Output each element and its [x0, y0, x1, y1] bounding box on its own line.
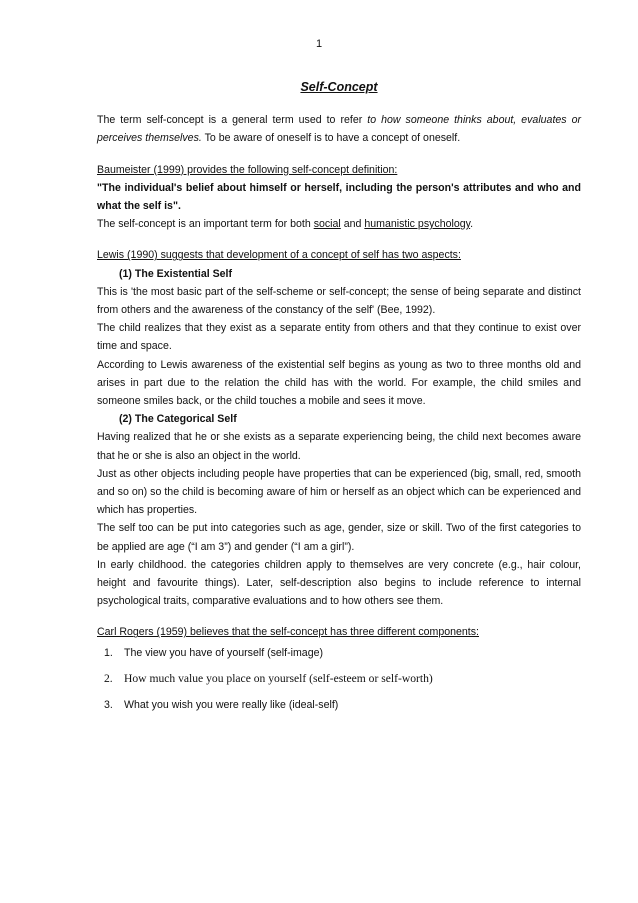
baumeister-quote: "The individual's belief about himself or herself, including the person's attributes and who and what the self is". — [97, 181, 581, 213]
rogers-heading: Carl Rogers (1959) believes that the self-concept has three different components: — [97, 626, 479, 639]
baumeister-heading: Baumeister (1999) provides the following self-concept definition: — [97, 163, 398, 176]
list-item — [97, 696, 581, 714]
list-item-number: 2. — [104, 671, 113, 685]
intro-text-a: The term self-concept is a general term used to refer — [97, 114, 368, 127]
list-item — [97, 644, 581, 662]
document-title: Self-Concept — [300, 80, 378, 94]
categorical-paragraph-4: In early childhood. the categories children apply to themselves are very concrete (e.g., hair colour, height and favourite things). Later, self-description also begins to include reference to internal psychological traits, comparative evaluations and to how others see them. — [97, 558, 581, 608]
existential-paragraph-1: This is 'the most basic part of the self-scheme or self-concept; the sense of being separate and distinct from others and the awareness of the constancy of the self' (Bee, 1992). — [97, 285, 581, 317]
list-item-text: The view you have of yourself (self-image) — [124, 646, 324, 659]
existential-paragraph-2: The child realizes that they exist as a separate entity from others and that they continue to exist over time and space. — [97, 322, 581, 353]
intro-text-italic: to how someone thinks about, evaluates or perceives themselves. — [97, 114, 582, 145]
intro-paragraph — [97, 111, 581, 147]
social-psychology-link[interactable]: social — [313, 218, 341, 231]
categorical-self-heading: (2) The Categorical Self — [119, 413, 237, 426]
existential-self-heading: (1) The Existential Self — [119, 267, 233, 280]
term-text-end: . — [470, 218, 474, 231]
list-item-text: How much value you place on yourself (self-esteem or self-worth) — [124, 671, 433, 685]
rogers-components-list — [97, 644, 581, 715]
intro-text-b: To be aware of oneself is to have a concept of oneself. — [201, 132, 461, 145]
categorical-paragraph-2: Just as other objects including people have properties that can be experienced (big, small, red, smooth and so on) so the child is becoming aware of him or herself as an object which can be experienced and which has properties. — [97, 467, 581, 517]
list-item — [97, 670, 581, 688]
list-item-text: What you wish you were really like (ideal-self) — [124, 699, 339, 712]
lewis-heading: Lewis (1990) suggests that development of a concept of self has two aspects: — [97, 249, 461, 262]
humanistic-psychology-link[interactable]: humanistic psychology — [364, 218, 471, 231]
term-text-and: and — [340, 218, 365, 231]
term-text-a: The self-concept is an important term for both — [97, 218, 314, 231]
categorical-paragraph-1: Having realized that he or she exists as a separate experiencing being, the child next becomes aware that he or she is also an object in the world. — [97, 431, 581, 462]
list-item-number: 3. — [104, 699, 113, 712]
self-concept-term-paragraph — [97, 215, 581, 233]
list-item-number: 1. — [104, 646, 113, 659]
page-number: 1 — [315, 38, 323, 50]
existential-paragraph-3: According to Lewis awareness of the existential self begins as young as two to three months old and arises in part due to the relation the child has with the world. For example, the child smiles and someone smiles back, or the child touches a mobile and sees it move. — [97, 358, 581, 408]
categorical-paragraph-3: The self too can be put into categories such as age, gender, size or skill. Two of the first categories to be applied are age (“I am 3”) and gender (“I am a girl”). — [97, 522, 581, 553]
document-body — [97, 78, 581, 722]
